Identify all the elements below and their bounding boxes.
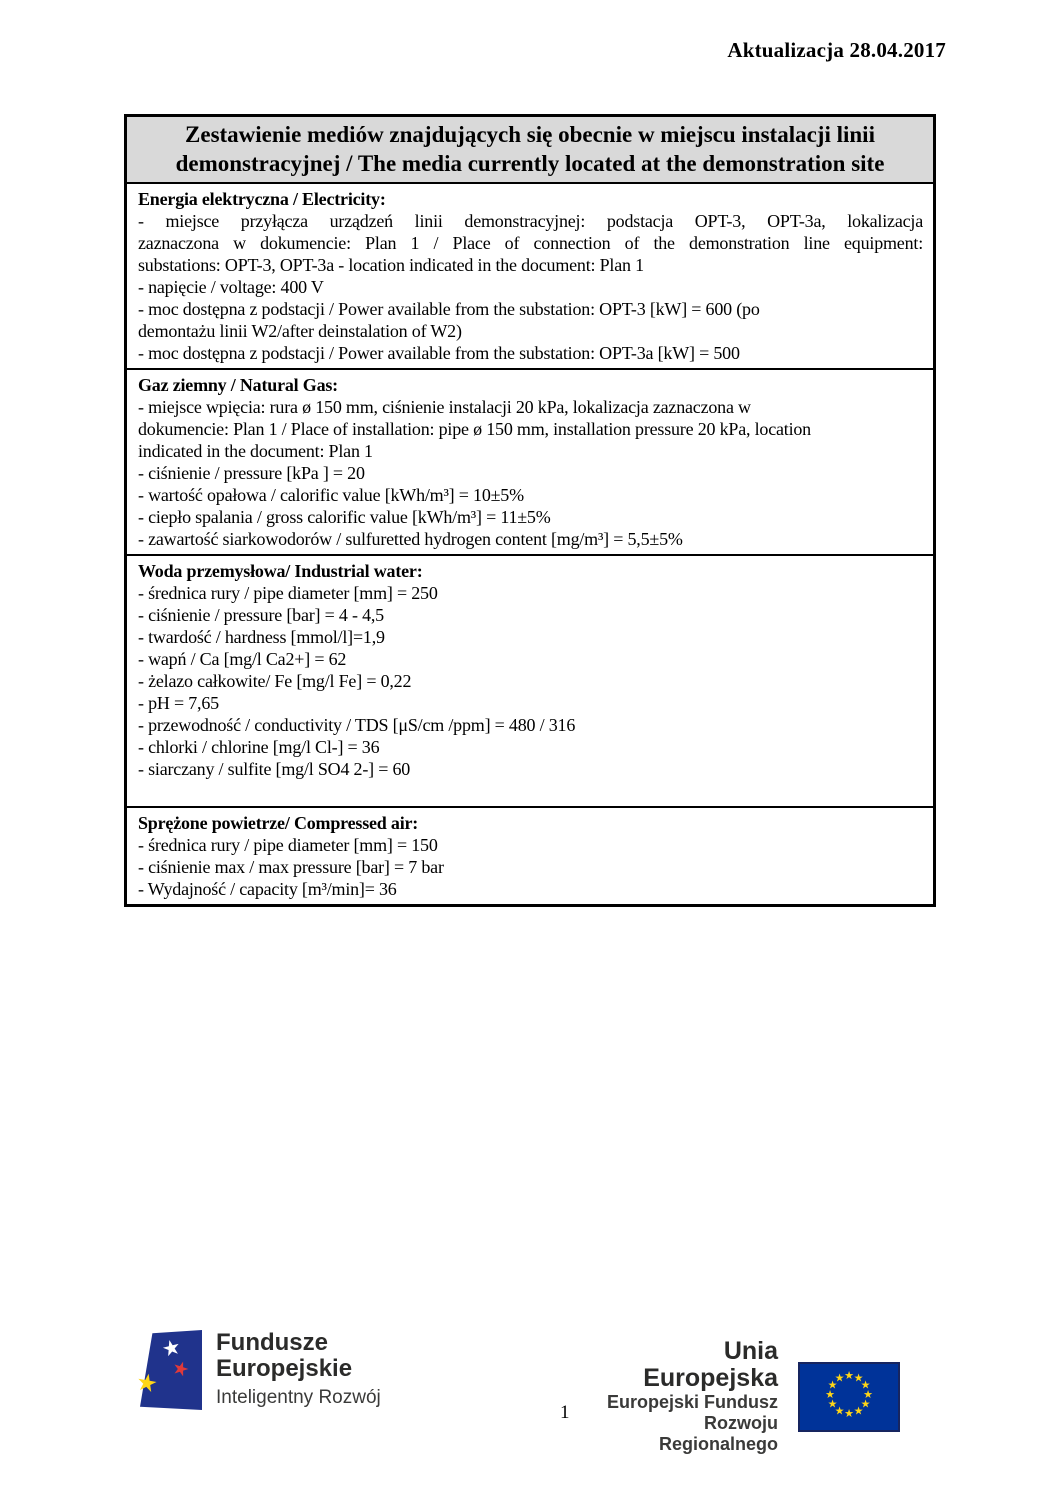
star-icon: ★ (827, 1378, 838, 1391)
media-summary-table (124, 114, 936, 907)
section-line: indicated in the document: Plan 1 (138, 441, 373, 461)
section-line: - średnica rury / pipe diameter [mm] = 150 (138, 835, 438, 855)
table-section (127, 808, 933, 904)
star-icon: ★ (169, 1356, 192, 1383)
star-icon: ★ (853, 1404, 864, 1417)
eu-flag-icon (798, 1362, 900, 1432)
section-line: - żelazo całkowite/ Fe [mg/l Fe] = 0,22 (138, 671, 412, 691)
star-icon: ★ (863, 1387, 873, 1401)
section-line: - przewodność / conductivity / TDS [μS/cm /ppm] = 480 / 316 (138, 715, 576, 735)
section-heading: Sprężone powietrze/ Compressed air: (138, 813, 419, 833)
star-icon: ★ (844, 1406, 854, 1420)
section-line: - miejsce przyłącza urządzeń linii demonstracyjnej: podstacja OPT-3, OPT-3a, lokalizacja (138, 211, 923, 231)
section-line: - Wydajność / capacity [m³/min]= 36 (138, 879, 397, 899)
section-line: - ciśnienie / pressure [kPa ] = 20 (138, 463, 365, 483)
unia-europejska-text (600, 1338, 778, 1455)
section-line: dokumencie: Plan 1 / Place of installation: pipe ø 150 mm, installation pressure 20 kPa, location (138, 419, 811, 439)
table-section (127, 370, 933, 556)
logo-title-line: Fundusze (216, 1329, 328, 1356)
table-section (127, 556, 933, 808)
section-line: - wartość opałowa / calorific value [kWh/m³] = 10±5% (138, 485, 524, 505)
section-heading: Energia elektryczna / Electricity: (138, 189, 386, 209)
section-heading: Woda przemysłowa/ Industrial water: (138, 561, 423, 581)
fundusze-europejskie-text (216, 1330, 381, 1409)
section-line: - miejsce wpięcia: rura ø 150 mm, ciśnienie instalacji 20 kPa, lokalizacja zaznaczona w (138, 397, 751, 417)
section-line: - pH = 7,65 (138, 693, 219, 713)
section-line: - średnica rury / pipe diameter [mm] = 250 (138, 583, 438, 603)
star-icon: ★ (860, 1397, 871, 1410)
logo-title-line: Europejskie (216, 1355, 353, 1382)
section-line: - ciśnienie max / max pressure [bar] = 7 bar (138, 857, 444, 877)
star-icon: ★ (834, 1371, 845, 1384)
section-line: - twardość / hardness [mmol/l]=1,9 (138, 627, 385, 647)
section-line: - ciśnienie / pressure [bar] = 4 - 4,5 (138, 605, 384, 625)
fundusze-europejskie-flag-icon (133, 1330, 202, 1410)
logo-subtitle: Inteligentny Rozwój (216, 1387, 381, 1408)
section-line: substations: OPT-3, OPT-3a - location indicated in the document: Plan 1 (138, 255, 644, 275)
star-icon: ★ (133, 1368, 160, 1399)
logo-subtitle-line: Europejski Fundusz (606, 1392, 778, 1412)
section-line: - moc dostępna z podstacji / Power available from the substation: OPT-3 [kW] = 600 (po (138, 299, 760, 319)
logo-subtitle-line: Rozwoju Regionalnego (658, 1413, 778, 1454)
section-line: - moc dostępna z podstacji / Power available from the substation: OPT-3a [kW] = 500 (138, 343, 740, 363)
star-icon: ★ (825, 1387, 835, 1401)
section-heading: Gaz ziemny / Natural Gas: (138, 375, 338, 395)
star-icon: ★ (844, 1368, 854, 1382)
table-sections (127, 184, 933, 904)
star-icon: ★ (853, 1371, 864, 1384)
section-line: - wapń / Ca [mg/l Ca2+] = 62 (138, 649, 347, 669)
section-line: zaznaczona w dokumencie: Plan 1 / Place of connection of the demonstration line equipment: (138, 233, 923, 253)
section-line: - chlorki / chlorine [mg/l Cl-] = 36 (138, 737, 380, 757)
update-date-note: Aktualizacja 28.04.2017 (727, 38, 946, 62)
section-line (138, 780, 923, 802)
section-line: demontażu linii W2/after deinstalation of W2) (138, 321, 462, 341)
section-line: - napięcie / voltage: 400 V (138, 277, 324, 297)
star-icon: ★ (159, 1335, 184, 1362)
logo-title: Unia Europejska (643, 1337, 778, 1392)
star-icon: ★ (834, 1404, 845, 1417)
star-icon: ★ (827, 1397, 838, 1410)
table-section (127, 184, 933, 370)
table-title: Zestawienie mediów znajdujących się obecnie w miejscu instalacji linii demonstracyjnej / The media currently located at the demonstration site (127, 117, 933, 184)
fundusze-europejskie-logo (133, 1329, 381, 1410)
page-number: 1 (560, 1402, 570, 1423)
star-icon: ★ (860, 1378, 871, 1391)
section-line: - siarczany / sulfite [mg/l SO4 2-] = 60 (138, 759, 411, 779)
section-line: - zawartość siarkowodorów / sulfuretted hydrogen content [mg/m³] = 5,5±5% (138, 529, 683, 549)
section-line: - ciepło spalania / gross calorific value [kWh/m³] = 11±5% (138, 507, 551, 527)
unia-europejska-logo (600, 1338, 900, 1455)
